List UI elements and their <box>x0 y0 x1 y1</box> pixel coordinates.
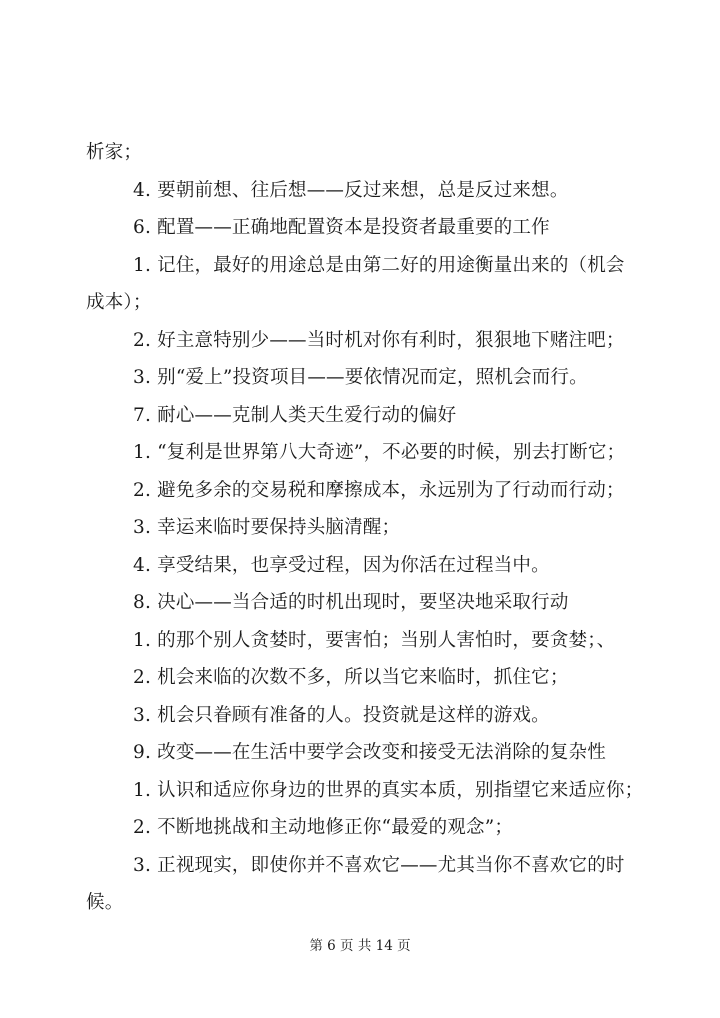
paragraph: 2. 好主意特别少——当时机对你有利时，狠狠地下赌注吧； <box>133 329 625 351</box>
page-footer: 第 6 页 共 14 页 <box>309 938 411 954</box>
paragraph: 4. 享受结果，也享受过程，因为你活在过程当中。 <box>133 554 550 576</box>
paragraph: 3. 别“爱上”投资项目——要依情况而定，照机会而行。 <box>133 367 588 388</box>
paragraph: 2. 避免多余的交易税和摩擦成本，永远别为了行动而行动； <box>133 479 625 501</box>
section-heading: 6. 配置——正确地配置资本是投资者最重要的工作 <box>133 217 550 238</box>
paragraph: 1. 记住，最好的用途总是由第二好的用途衡量出来的（机会成本）； <box>86 254 625 313</box>
paragraph: 1. 的那个别人贪婪时，要害怕；当别人害怕时，要贪婪；、 <box>133 629 616 651</box>
paragraph: 2. 不断地挑战和主动地修正你“最爱的观念”； <box>133 817 514 838</box>
section-heading: 9. 改变——在生活中要学会改变和接受无法消除的复杂性 <box>133 742 606 763</box>
document-body <box>86 134 642 922</box>
paragraph: 4. 要朝前想、往后想——反过来想，总是反过来想。 <box>133 179 569 201</box>
section-heading: 7. 耐心——克制人类天生爱行动的偏好 <box>133 404 457 426</box>
paragraph: 析家； <box>86 142 143 163</box>
section-heading: 8. 决心——当合适的时机出现时，要坚决地采取行动 <box>133 592 569 613</box>
paragraph: 3. 正视现实，即使你并不喜欢它——尤其当你不喜欢它的时候。 <box>86 854 625 913</box>
paragraph: 2. 机会来临的次数不多，所以当它来临时，抓住它； <box>133 667 569 688</box>
paragraph: 1. “复利是世界第八大奇迹”，不必要的时候，别去打断它； <box>133 442 626 463</box>
paragraph: 1. 认识和适应你身边的世界的真实本质，别指望它来适应你； <box>133 779 644 801</box>
paragraph: 3. 幸运来临时要保持头脑清醒； <box>133 517 401 538</box>
paragraph: 3. 机会只眷顾有准备的人。投资就是这样的游戏。 <box>133 704 550 726</box>
